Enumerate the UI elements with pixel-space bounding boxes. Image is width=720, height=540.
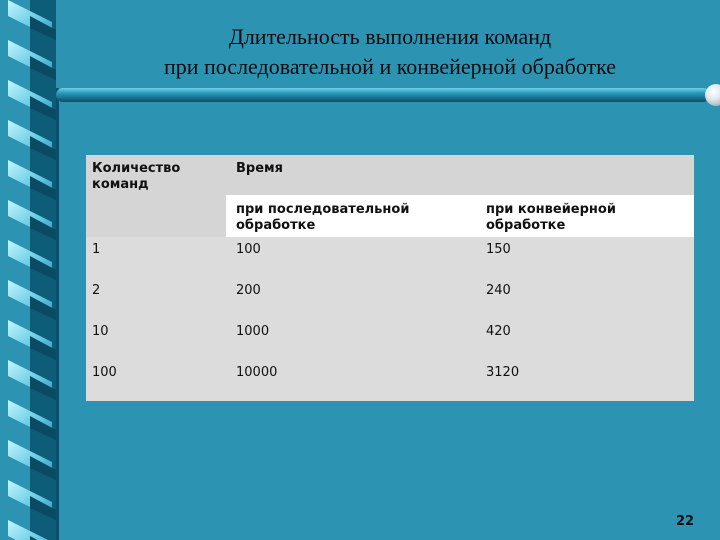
title-divider-bar <box>56 88 710 102</box>
header-count: Количество команд <box>92 161 181 192</box>
row-sequential: 200 <box>236 283 261 298</box>
header-sequential: при последовательной обработке <box>236 202 410 233</box>
decorative-ribbon <box>0 0 80 540</box>
row-pipeline: 420 <box>486 324 511 339</box>
row-pipeline: 150 <box>486 242 511 257</box>
title-line-2: при последовательной и конвейерной обработке <box>163 54 617 79</box>
table-row <box>86 278 694 319</box>
divider-bar-cap <box>705 84 720 106</box>
page-number: 22 <box>676 514 695 529</box>
table-subheader-left <box>86 195 226 237</box>
row-pipeline: 3120 <box>486 365 520 380</box>
row-pipeline: 240 <box>486 283 511 298</box>
row-sequential: 100 <box>236 242 261 257</box>
row-sequential: 10000 <box>236 365 278 380</box>
table-row <box>86 237 694 278</box>
table-row <box>86 319 694 360</box>
title-line-1: Длительность выполнения команд <box>228 24 552 49</box>
row-count: 100 <box>92 365 117 380</box>
header-time: Время <box>236 161 284 176</box>
row-sequential: 1000 <box>236 324 270 339</box>
row-count: 1 <box>92 242 101 257</box>
timing-table <box>86 155 694 401</box>
row-count: 2 <box>92 283 101 298</box>
slide-title <box>110 22 670 82</box>
table-row <box>86 360 694 401</box>
vertical-rule <box>56 88 59 540</box>
row-count: 10 <box>92 324 109 339</box>
header-pipeline: при конвейерной обработке <box>486 202 616 233</box>
